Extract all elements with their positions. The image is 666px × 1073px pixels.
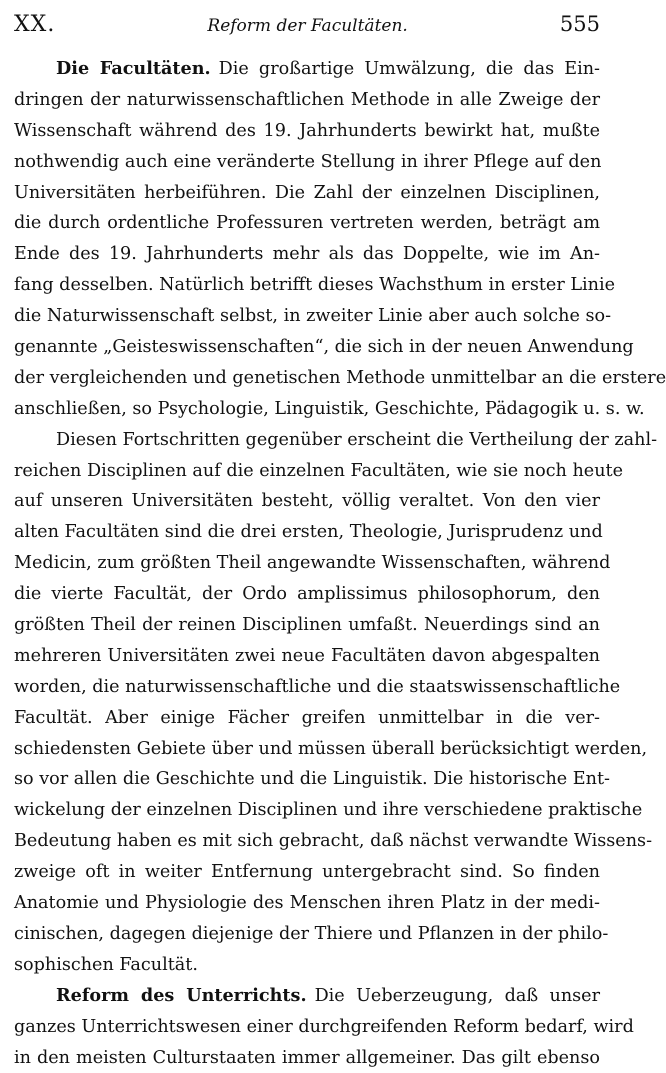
text-line: sophischen Facultät. xyxy=(14,950,600,981)
text-line: worden, die naturwissenschaftliche und die staatswissenschaftliche xyxy=(14,672,600,703)
text-line: auf unseren Universitäten besteht, völlig veraltet. Von den vier xyxy=(14,486,600,517)
text-line: alten Facultäten sind die drei ersten, Theologie, Jurisprudenz und xyxy=(14,517,600,548)
text-line: Reform des Unterrichts. Die Ueberzeugung, daß unser xyxy=(14,981,600,1012)
text-line: zweige oft in weiter Entfernung untergebracht sind. So finden xyxy=(14,857,600,888)
text-line: Medicin, zum größten Theil angewandte Wissenschaften, während xyxy=(14,548,600,579)
running-header xyxy=(14,12,600,44)
section-heading: Die Facultäten. xyxy=(56,58,211,79)
text-line: Diesen Fortschritten gegenüber erscheint die Vertheilung der zahl- xyxy=(14,425,600,456)
text-line: in den meisten Culturstaaten immer allgemeiner. Das gilt ebenso xyxy=(14,1043,600,1073)
text-line: der vergleichenden und genetischen Methode unmittelbar an die erstere xyxy=(14,363,600,394)
text-line: cinischen, dagegen diejenige der Thiere und Pflanzen in der philo- xyxy=(14,919,600,950)
text-line: die durch ordentliche Professuren vertreten werden, beträgt am xyxy=(14,208,600,239)
text-line: Universitäten herbeiführen. Die Zahl der einzelnen Disciplinen, xyxy=(14,178,600,209)
page-number: 555 xyxy=(560,12,600,36)
text-line: die Naturwissenschaft selbst, in zweiter Linie aber auch solche so- xyxy=(14,301,600,332)
text-line: Die Facultäten. Die großartige Umwälzung, die das Ein- xyxy=(14,54,600,85)
text-line: Bedeutung haben es mit sich gebracht, daß nächst verwandte Wissens- xyxy=(14,826,600,857)
text-line: Wissenschaft während des 19. Jahrhunderts bewirkt hat, mußte xyxy=(14,116,600,147)
text-line: anschließen, so Psychologie, Linguistik, Geschichte, Pädagogik u. s. w. xyxy=(14,394,600,425)
text-line: größten Theil der reinen Disciplinen umfaßt. Neuerdings sind an xyxy=(14,610,600,641)
text-line: Anatomie und Physiologie des Menschen ihren Platz in der medi- xyxy=(14,888,600,919)
text-line: schiedensten Gebiete über und müssen überall berücksichtigt werden, xyxy=(14,734,600,765)
text-line: genannte „Geisteswissenschaften“, die sich in der neuen Anwendung xyxy=(14,332,600,363)
text-line: Ende des 19. Jahrhunderts mehr als das Doppelte, wie im An- xyxy=(14,239,600,270)
text-line: dringen der naturwissenschaftlichen Methode in alle Zweige der xyxy=(14,85,600,116)
text-line: ganzes Unterrichtswesen einer durchgreifenden Reform bedarf, wird xyxy=(14,1012,600,1043)
text-line: die vierte Facultät, der Ordo amplissimus philosophorum, den xyxy=(14,579,600,610)
section-heading: Reform des Unterrichts. xyxy=(56,985,307,1006)
text-line: nothwendig auch eine veränderte Stellung in ihrer Pflege auf den xyxy=(14,147,600,178)
text-line: wickelung der einzelnen Disciplinen und ihre verschiedene praktische xyxy=(14,795,600,826)
text-line: so vor allen die Geschichte und die Linguistik. Die historische Ent- xyxy=(14,764,600,795)
text-line: reichen Disciplinen auf die einzelnen Facultäten, wie sie noch heute xyxy=(14,456,600,487)
running-title: Reform der Facultäten. xyxy=(207,16,407,36)
text-line: mehreren Universitäten zwei neue Facultäten davon abgespalten xyxy=(14,641,600,672)
text-line: Facultät. Aber einige Fächer greifen unmittelbar in die ver- xyxy=(14,703,600,734)
page-body xyxy=(14,54,600,1073)
chapter-number: XX. xyxy=(14,12,55,37)
text-line: fang desselben. Natürlich betrifft dieses Wachsthum in erster Linie xyxy=(14,270,600,301)
